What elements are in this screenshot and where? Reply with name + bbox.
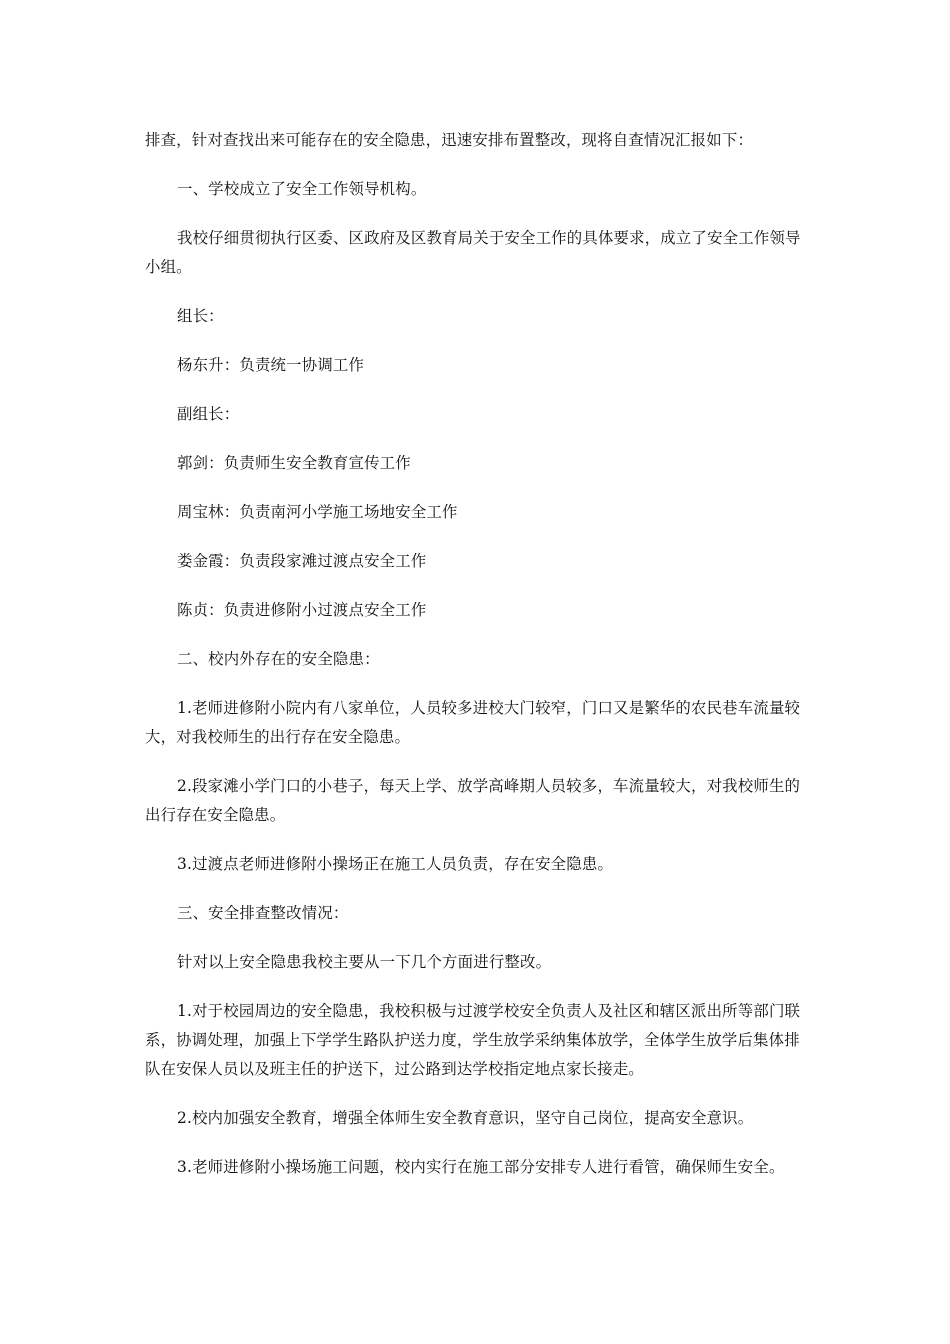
- rectification-item: 1.对于校园周边的安全隐患，我校积极与过渡学校安全负责人及社区和辖区派出所等部门联系，协调处理，加强上下学学生路队护送力度，学生放学采纳集体放学，全体学生放学后集体排队在安保人员以及班主任的护送下，过公路到达学校指定地点家长接走。: [145, 1002, 801, 1078]
- section-heading-1: 一、学校成立了安全工作领导机构。: [177, 180, 427, 198]
- intro-paragraph: 排查，针对查找出来可能存在的安全隐患，迅速安排布置整改，现将自查情况汇报如下：: [145, 131, 754, 149]
- member-line: 娄金霞：负责段家滩过渡点安全工作: [177, 552, 427, 570]
- member-line: 杨东升：负责统一协调工作: [177, 356, 365, 374]
- rectification-item: 3.老师进修附小操场施工问题，校内实行在施工部分安排专人进行看管，确保师生安全。: [177, 1158, 785, 1176]
- paragraph-leadership: 我校仔细贯彻执行区委、区政府及区教育局关于安全工作的具体要求，成立了安全工作领导小组。: [145, 229, 801, 276]
- member-line: 周宝林：负责南河小学施工场地安全工作: [177, 503, 458, 521]
- hazard-item: 3.过渡点老师进修附小操场正在施工人员负责，存在安全隐患。: [177, 855, 614, 873]
- member-line: 陈贞：负责进修附小过渡点安全工作: [177, 601, 427, 619]
- member-line: 郭剑：负责师生安全教育宣传工作: [177, 454, 411, 472]
- hazard-item: 1.老师进修附小院内有八家单位，人员较多进校大门较窄，门口又是繁华的农民巷车流量较大，对我校师生的出行存在安全隐患。: [145, 699, 801, 746]
- rectification-item: 2.校内加强安全教育，增强全体师生安全教育意识，坚守自己岗位，提高安全意识。: [177, 1109, 754, 1127]
- rectification-intro: 针对以上安全隐患我校主要从一下几个方面进行整改。: [177, 953, 552, 971]
- label-deputy-leader: 副组长：: [177, 405, 240, 423]
- label-leader: 组长：: [177, 307, 224, 325]
- document-body: [145, 126, 807, 1202]
- section-heading-3: 三、安全排查整改情况：: [177, 904, 349, 922]
- section-heading-2: 二、校内外存在的安全隐患：: [177, 650, 380, 668]
- hazard-item: 2.段家滩小学门口的小巷子，每天上学、放学高峰期人员较多，车流量较大，对我校师生的出行存在安全隐患。: [145, 777, 801, 824]
